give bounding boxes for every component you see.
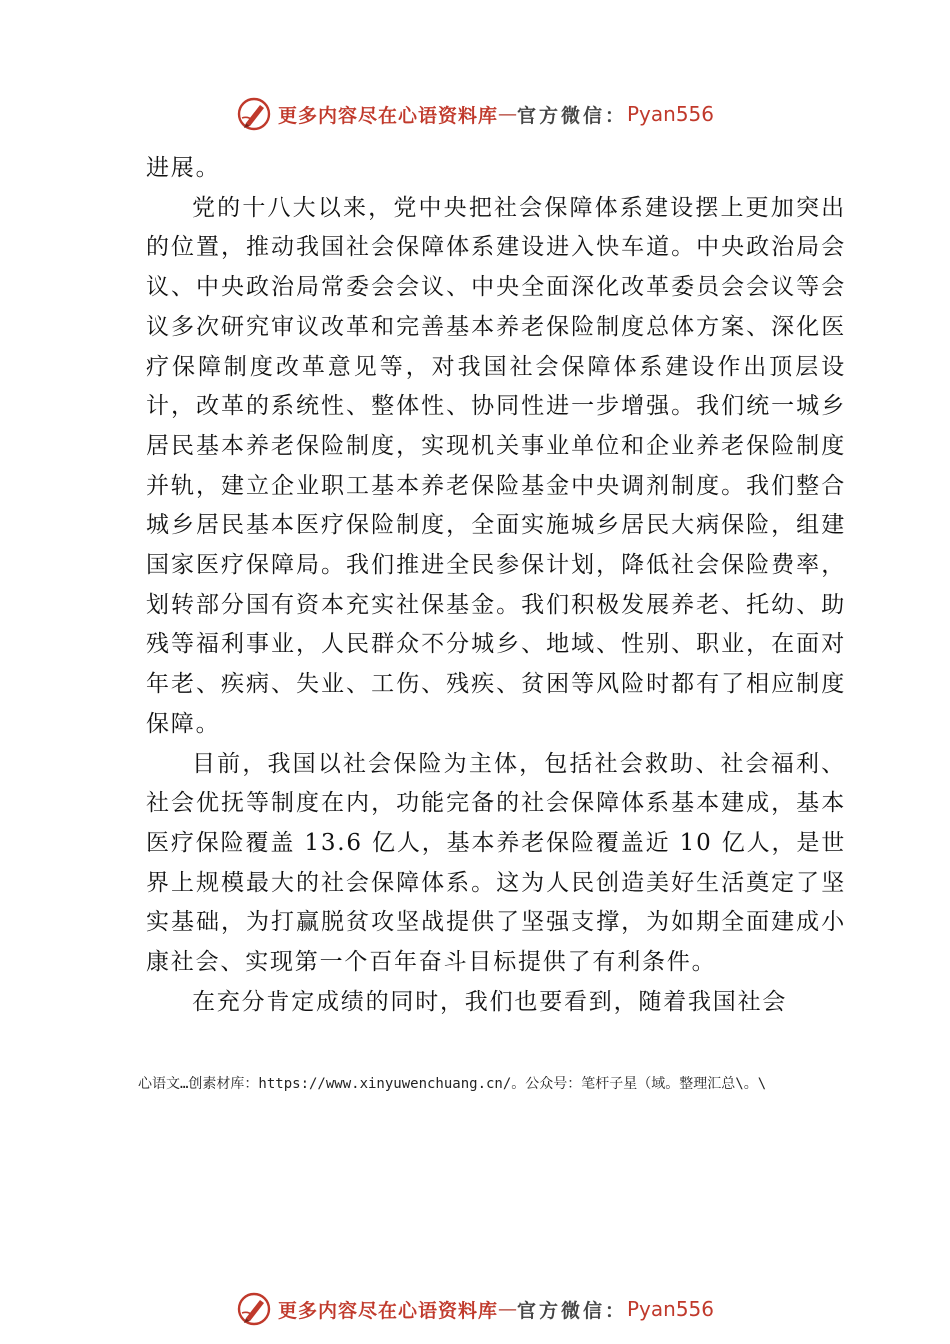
banner-main-text: 更多内容尽在心语资料库	[277, 104, 498, 127]
pen-logo-icon	[236, 1291, 272, 1327]
banner-wechat-id: Pyan556	[627, 1297, 715, 1321]
banner-wechat-id: Pyan556	[627, 102, 715, 126]
document-body	[146, 149, 846, 1022]
paragraph: 党的十八大以来，党中央把社会保障体系建设摆上更加突出的位置，推动我国社会保障体系建设进入快车道。中央政治局会议、中央政治局常委会会议、中央全面深化改革委员会会议等会议多次研究审议改革和完善基本养老保险制度总体方案、深化医疗保障制度改革意见等，对我国社会保障体系建设作出顶层设计，改革的系统性、整体性、协同性进一步增强。我们统一城乡居民基本养老保险制度，实现机关事业单位和企业养老保险制度并轨，建立企业职工基本养老保险基金中央调剂制度。我们整合城乡居民基本医疗保险制度，全面实施城乡居民大病保险，组建国家医疗保障局。我们推进全民参保计划，降低社会保险费率，划转部分国有资本充实社保基金。我们积极发展养老、托幼、助残等福利事业，人民群众不分城乡、地域、性别、职业，在面对年老、疾病、失业、工伤、残疾、贫困等风险时都有了相应制度保障。	[146, 194, 846, 737]
banner-dash: —	[497, 1298, 517, 1320]
paragraph: 在充分肯定成绩的同时，我们也要看到，随着我国社会	[192, 988, 788, 1015]
source-footnote: 心语文…创素材库：https://www.xinyuwenchuang.cn/。公众号：笔杆子星（域。整理汇总\。\	[138, 1076, 767, 1092]
banner-wechat-label: 官方微信：	[516, 104, 627, 127]
banner-dash: —	[497, 103, 517, 125]
paragraph-continuation: 进展。	[146, 155, 221, 181]
banner-wechat-label: 官方微信：	[516, 1299, 627, 1322]
banner-main-text: 更多内容尽在心语资料库	[277, 1299, 498, 1322]
header-banner	[0, 94, 950, 134]
footer-banner	[0, 1289, 950, 1329]
paragraph: 目前，我国以社会保险为主体，包括社会救助、社会福利、社会优抚等制度在内，功能完备的社会保障体系基本建成，基本医疗保险覆盖 13.6 亿人，基本养老保险覆盖近 10 亿人，是世界上规模最大的社会保障体系。这为人民创造美好生活奠定了坚实基础，为打赢脱贫攻坚战提供了坚强支撑，为如期全面建成小康社会、实现第一个百年奋斗目标提供了有利条件。	[146, 750, 846, 976]
pen-logo-icon	[236, 96, 272, 132]
